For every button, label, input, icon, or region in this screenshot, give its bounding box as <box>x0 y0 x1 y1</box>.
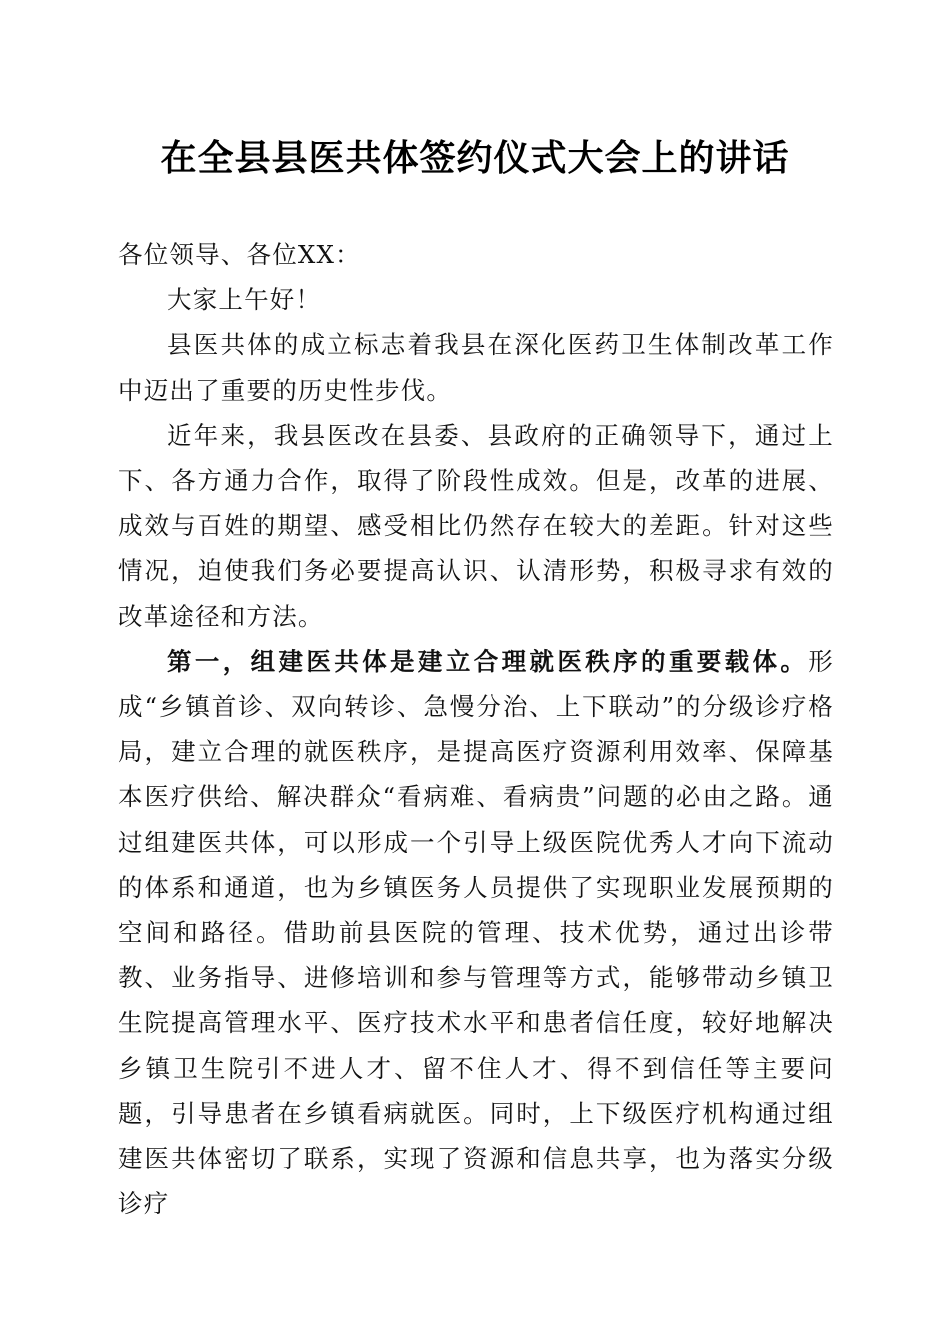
salutation: 各位领导、各位XX： <box>118 240 361 269</box>
paragraph-3-body: 形成“乡镇首诊、双向转诊、急慢分治、上下联动”的分级诊疗格局，建立合理的就医秩序，是提高医疗资源利用效率、保障基本医疗供给、解决群众“看病难、看病贵”问题的必由之路。通过组建医共体，可以形成一个引导上级医院优秀人才向下流动的体系和通道，也为乡镇医务人员提供了实现职业发展预期的空间和路径。借助前县医院的管理、技术优势，通过出诊带教、业务指导、进修培训和参与管理等方式，能够带动乡镇卫生院提高管理水平、医疗技术水平和患者信任度，较好地解决乡镇卫生院引不进人才、留不住人才、得不到信任等主要问题，引导患者在乡镇看病就医。同时，上下级医疗机构通过组建医共体密切了联系，实现了资源和信息共享，也为落实分级诊疗 <box>118 646 834 1219</box>
paragraph-2: 近年来，我县医改在县委、县政府的正确领导下，通过上下、各方通力合作，取得了阶段性成效。但是，改革的进展、成效与百姓的期望、感受相比仍然存在较大的差距。针对这些情况，迫使我们务必要提高认识、认清形势，积极寻求有效的改革途径和方法。 <box>118 420 834 631</box>
greeting: 大家上午好！ <box>167 285 322 315</box>
paragraph-3 <box>118 639 834 1227</box>
document-title: 在全县县医共体签约仪式大会上的讲话 <box>160 137 790 179</box>
paragraph-3-heading: 第一，组建医共体是建立合理就医秩序的重要载体。 <box>167 646 809 676</box>
paragraph-1: 县医共体的成立标志着我县在深化医药卫生体制改革工作中迈出了重要的历史性步伐。 <box>118 330 834 405</box>
document-body <box>118 232 834 1226</box>
